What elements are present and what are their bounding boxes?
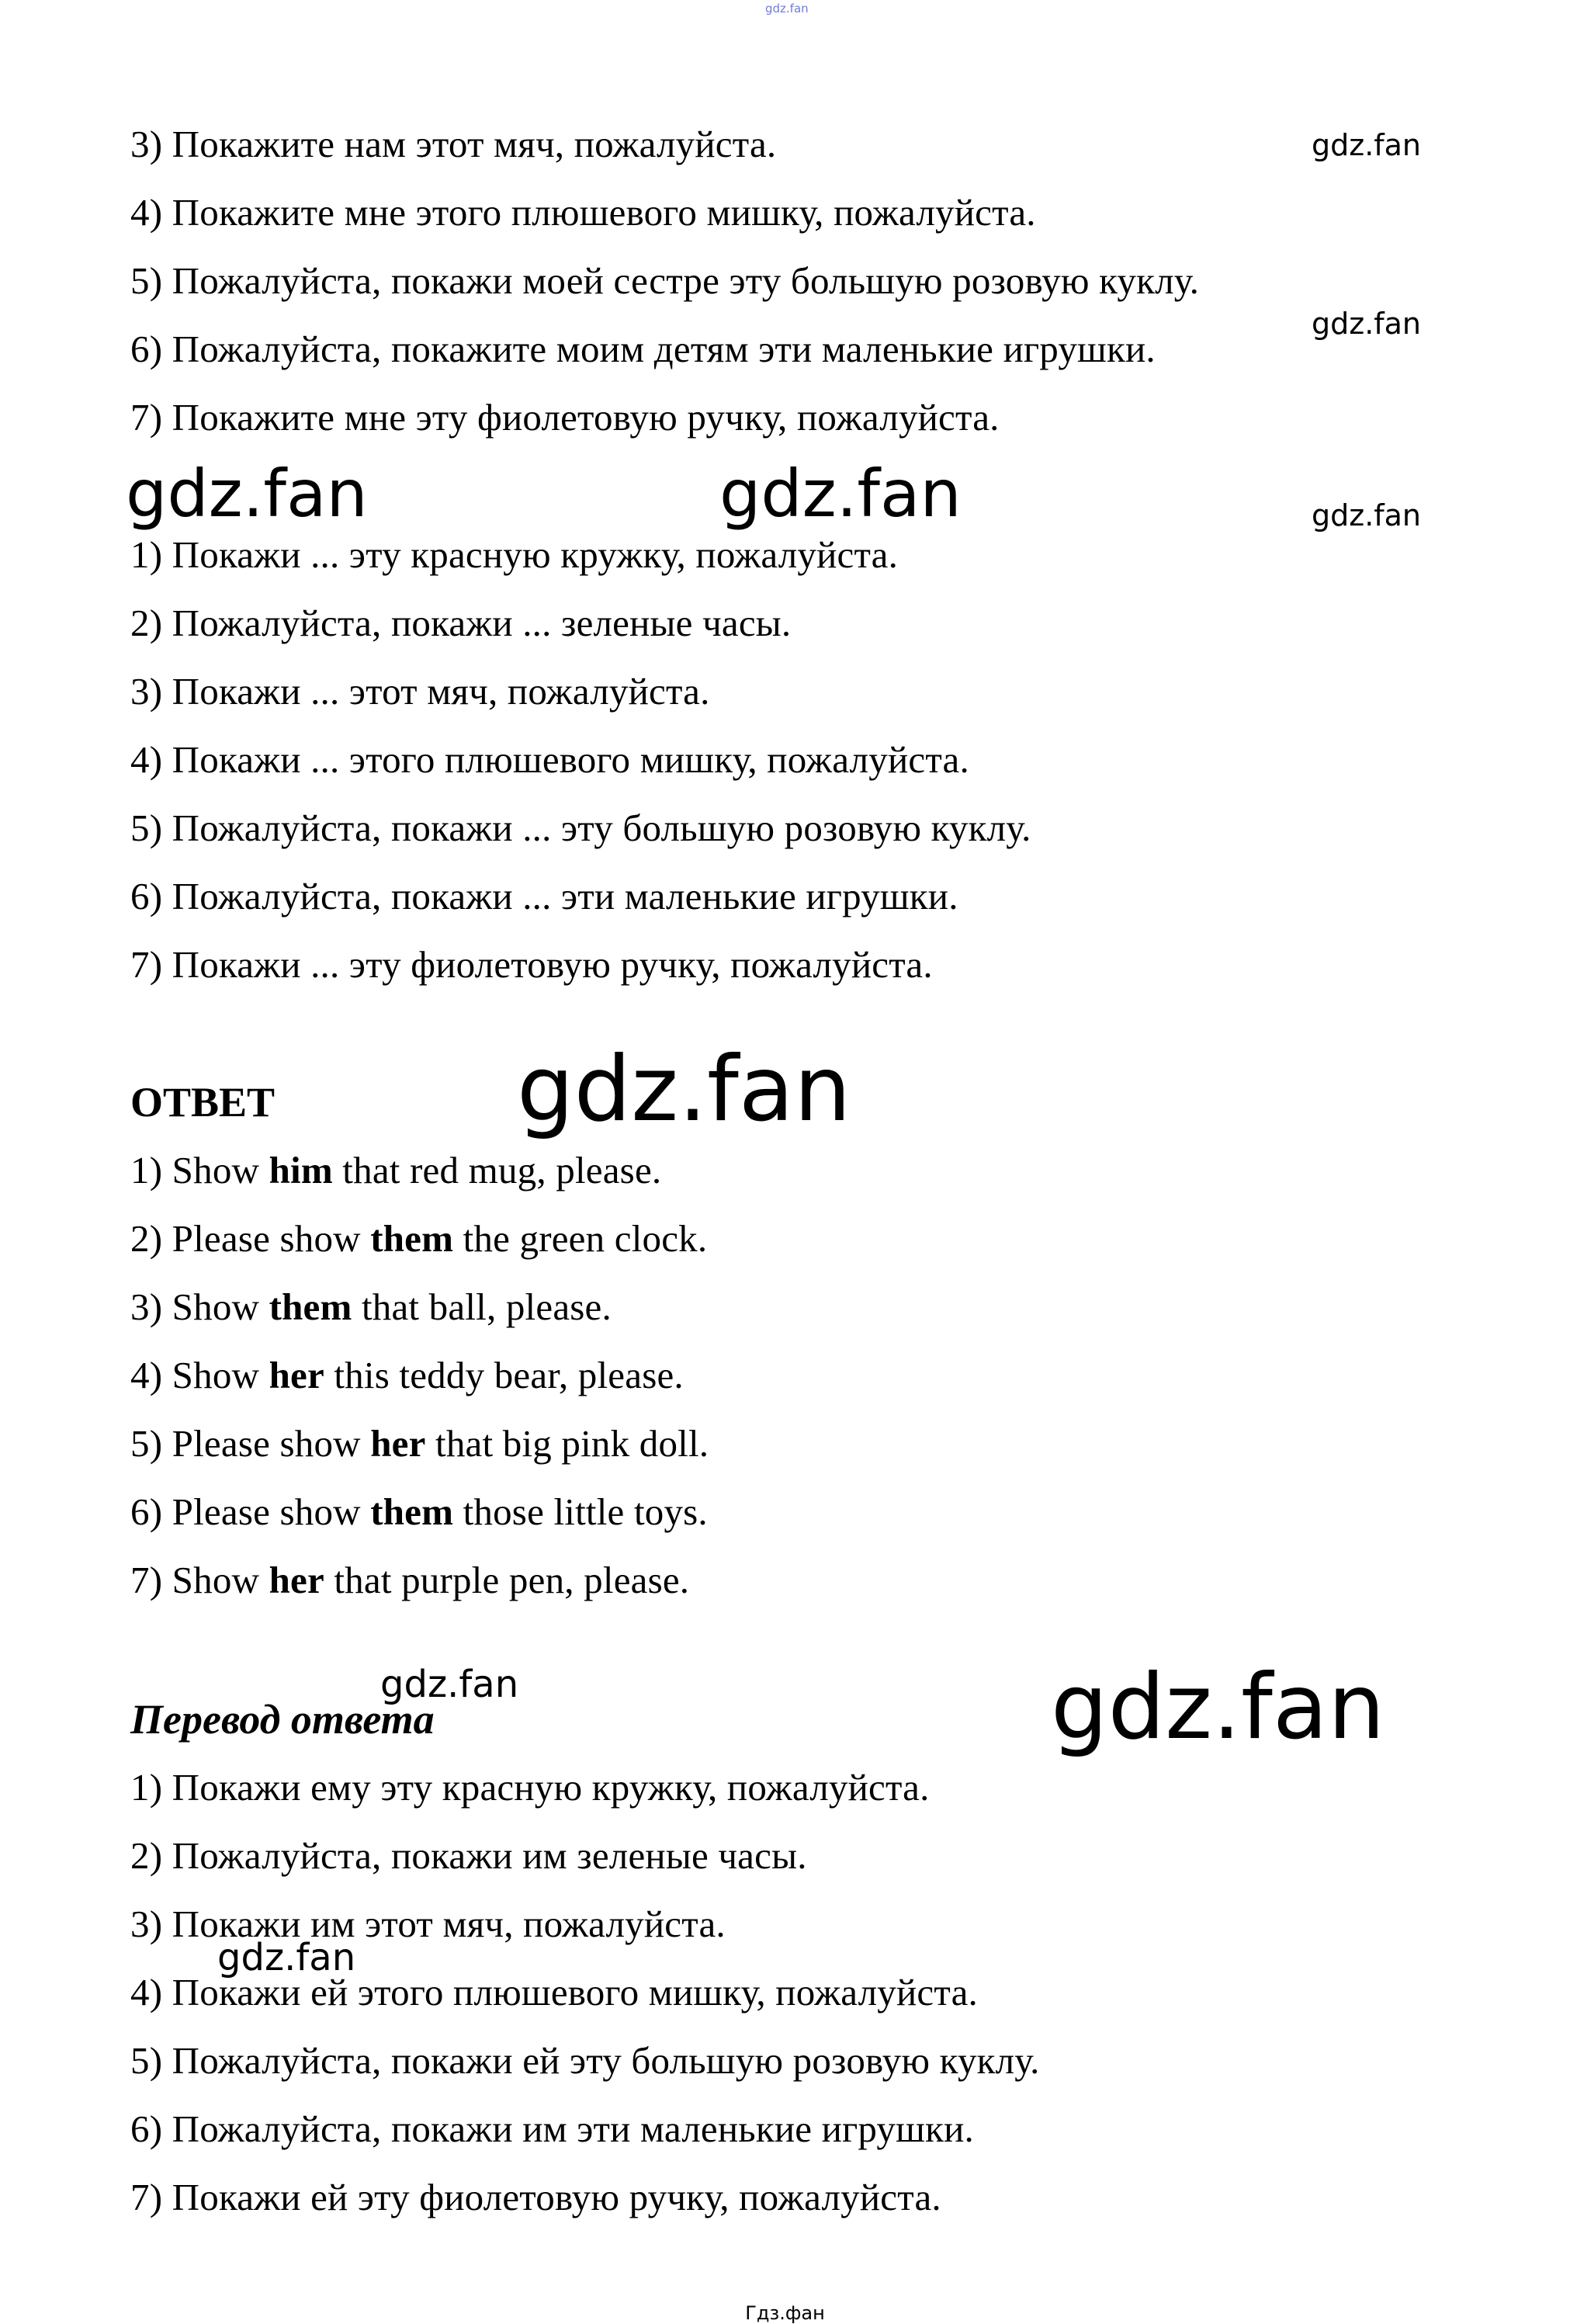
answer-translation-line-5: 5) Пожалуйста, покажи ей эту большую розовую куклу. [130,2039,1040,2082]
task-translation-line-3: 3) Покажите нам этот мяч, пожалуйста. [130,123,777,165]
page-footer: Гдз.фан [745,2302,825,2324]
task-blank-line-6: 6) Пожалуйста, покажи ... эти маленькие игрушки. [130,875,958,917]
watermark: gdz.fan [719,456,962,532]
answer-heading: ОТВЕТ [130,1079,276,1126]
answer-translation-line-4: 4) Покажи ей этого плюшевого мишку, пожалуйста. [130,1971,978,2014]
answer-line-1: 1) Show him that red mug, please. [130,1149,662,1191]
answer-translation-heading: Перевод ответа [130,1696,435,1743]
answer-translation-line-6: 6) Пожалуйста, покажи им эти маленькие игрушки. [130,2107,974,2150]
task-translation-line-7: 7) Покажите мне эту фиолетовую ручку, пожалуйста. [130,396,1000,439]
task-translation-line-6: 6) Пожалуйста, покажите моим детям эти маленькие игрушки. [130,328,1156,370]
task-blank-line-1: 1) Покажи ... эту красную кружку, пожалуйста. [130,533,899,576]
task-blank-line-2: 2) Пожалуйста, покажи ... зеленые часы. [130,602,792,644]
watermark: gdz.fan [1312,498,1422,532]
task-blank-line-7: 7) Покажи ... эту фиолетовую ручку, пожалуйста. [130,943,933,986]
watermark: gdz.fan [126,456,368,532]
answer-line-7: 7) Show her that purple pen, please. [130,1559,690,1601]
task-translation-line-5: 5) Пожалуйста, покажи моей сестре эту большую розовую куклу. [130,259,1200,302]
answer-line-3: 3) Show them that ball, please. [130,1285,612,1328]
top-watermark: gdz.fan [765,2,809,16]
watermark: gdz.fan [380,1663,519,1706]
answer-line-5: 5) Please show her that big pink doll. [130,1422,709,1465]
answer-translation-line-7: 7) Покажи ей эту фиолетовую ручку, пожалуйста. [130,2176,941,2218]
watermark: gdz.fan [1051,1655,1385,1760]
answer-line-2: 2) Please show them the green clock. [130,1217,708,1260]
task-translation-line-4: 4) Покажите мне этого плюшевого мишку, пожалуйста. [130,191,1036,234]
answer-translation-line-3: 3) Покажи им этот мяч, пожалуйста. [130,1903,726,1945]
answer-translation-line-1: 1) Покажи ему эту красную кружку, пожалуйста. [130,1766,930,1809]
answer-line-6: 6) Please show them those little toys. [130,1490,708,1533]
watermark: gdz.fan [1312,128,1422,162]
task-blank-line-3: 3) Покажи ... этот мяч, пожалуйста. [130,670,710,713]
watermark: gdz.fan [517,1037,851,1142]
answer-translation-line-2: 2) Пожалуйста, покажи им зеленые часы. [130,1834,807,1877]
watermark: gdz.fan [217,1936,356,1979]
task-blank-line-4: 4) Покажи ... этого плюшевого мишку, пожалуйста. [130,738,969,781]
answer-line-4: 4) Show her this teddy bear, please. [130,1354,684,1396]
task-blank-line-5: 5) Пожалуйста, покажи ... эту большую розовую куклу. [130,806,1031,849]
watermark: gdz.fan [1312,307,1422,341]
